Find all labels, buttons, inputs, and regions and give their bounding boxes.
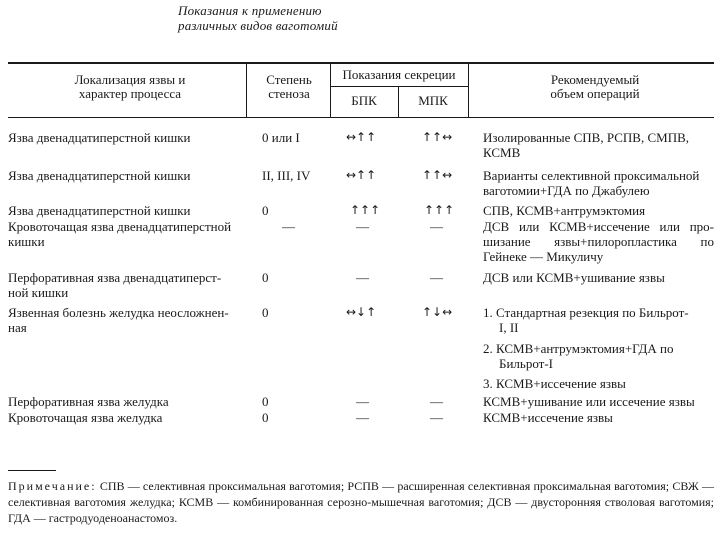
header-recommended-line-2: объем операций bbox=[550, 86, 640, 101]
table-top-rule bbox=[8, 62, 714, 64]
row-2-rec-line-1: Варианты селективной проксимальной bbox=[483, 168, 700, 183]
header-localization-line-1: Локализация язвы и bbox=[74, 72, 186, 87]
caption-line-2: различных видов ваготомий bbox=[178, 18, 338, 33]
row-8-localization: Кровоточащая язва желудка bbox=[8, 410, 163, 425]
row-8-mpk: — bbox=[430, 410, 443, 425]
row-7-stenosis: 0 bbox=[262, 394, 269, 409]
col-divider-1 bbox=[246, 63, 247, 117]
row-2-mpk-arrows: ↑↑↔ bbox=[422, 168, 453, 182]
footnote-text: СПВ — селективная проксимальная ваготомия; РСПВ — расширенная селективная проксимальная ваготомия; СВЖ — селективная ваготомия желудка; КСМВ — комбинированная серозно-мышечная ваготомия; ДСВ — двусторонняя стволовая ваготомия; ГДА — гастродуоденоанастомоз. bbox=[8, 479, 715, 525]
footnote-rule bbox=[8, 470, 56, 471]
footnote bbox=[8, 478, 714, 526]
row-6-stenosis: 0 bbox=[262, 305, 269, 320]
col-divider-2 bbox=[330, 63, 331, 117]
row-1-rec-line-1: Изолированные СПВ, РСПВ, СМПВ, bbox=[483, 130, 690, 145]
header-stenosis bbox=[250, 73, 328, 101]
header-recommended-line-1: Рекомендуемый bbox=[550, 72, 640, 87]
row-6-rec-line-3: 2. КСМВ+антрумэктомия+ГДА по bbox=[483, 341, 674, 356]
secretion-sub-rule bbox=[330, 86, 468, 87]
row-1-stenosis: 0 или I bbox=[262, 130, 300, 145]
row-4-loc-line-2: кишки bbox=[8, 234, 45, 249]
row-7-mpk: — bbox=[430, 394, 443, 409]
row-6-mpk-arrows: ↑↓↔ bbox=[422, 305, 453, 319]
row-5-loc-line-1: Перфоративная язва двенадцатиперст- bbox=[8, 270, 222, 285]
header-secretion: Показания секреции bbox=[342, 67, 456, 82]
row-6-rec-line-1: 1. Стандартная резекция по Бильрот- bbox=[483, 305, 689, 320]
row-6-loc-line-2: ная bbox=[8, 320, 27, 335]
row-3-rec-line-1: СПВ, КСМВ+антрумэктомия bbox=[483, 203, 646, 218]
row-4-rec-line-1: ДСВ или КСМВ+иссечение или про- bbox=[483, 219, 714, 234]
row-4-rec-line-3: Гейнеке — Микуличу bbox=[483, 249, 604, 264]
row-5-stenosis: 0 bbox=[262, 270, 269, 285]
row-3-recommendation bbox=[483, 203, 714, 218]
row-3-bpk-arrows: ↑↑↑ bbox=[350, 203, 381, 217]
caption-line-1: Показания к применению bbox=[178, 3, 322, 18]
row-6-rec-line-4: Бильрот-I bbox=[499, 356, 554, 371]
row-2-bpk-arrows: ↔↑↑ bbox=[346, 168, 377, 182]
row-1-rec-line-2: КСМВ bbox=[483, 145, 521, 160]
row-6-rec-line-5: 3. КСМВ+иссечение язвы bbox=[483, 376, 626, 391]
col-divider-4 bbox=[468, 63, 469, 117]
row-8-stenosis: 0 bbox=[262, 410, 269, 425]
header-bpk: БПК bbox=[351, 93, 377, 108]
row-4-bpk: — bbox=[356, 219, 369, 234]
row-5-localization bbox=[8, 270, 221, 300]
row-6-localization bbox=[8, 305, 229, 335]
header-stenosis-line-2: стеноза bbox=[268, 86, 310, 101]
header-localization-line-2: характер процесса bbox=[78, 86, 182, 101]
row-5-loc-line-2: ной кишки bbox=[8, 285, 69, 300]
header-stenosis-line-1: Степень bbox=[266, 72, 312, 87]
row-7-bpk: — bbox=[356, 394, 369, 409]
row-1-localization: Язва двенадцатиперстной кишки bbox=[8, 130, 191, 145]
row-7-recommendation bbox=[483, 394, 714, 409]
row-4-localization bbox=[8, 219, 231, 249]
row-4-stenosis: — bbox=[282, 219, 295, 234]
row-7-localization: Перфоративная язва желудка bbox=[8, 394, 169, 409]
col-divider-3 bbox=[398, 87, 399, 117]
row-2-localization: Язва двенадцатиперстной кишки bbox=[8, 168, 191, 183]
row-4-loc-line-1: Кровоточащая язва двенадцатиперстной bbox=[8, 219, 232, 234]
table-caption bbox=[178, 3, 338, 33]
row-3-localization: Язва двенадцатиперстной кишки bbox=[8, 203, 191, 218]
row-3-mpk-arrows: ↑↑↑ bbox=[424, 203, 455, 217]
row-5-recommendation bbox=[483, 270, 714, 285]
row-4-recommendation bbox=[483, 219, 714, 264]
header-mpk: МПК bbox=[418, 93, 448, 108]
row-8-rec-line-1: КСМВ+иссечение язвы bbox=[483, 410, 613, 425]
header-localization bbox=[40, 73, 220, 101]
row-5-rec-line-1: ДСВ или КСМВ+ушивание язвы bbox=[483, 270, 665, 285]
row-4-rec-line-2: шизание язвы+пилоропластика по bbox=[483, 234, 714, 249]
row-2-recommendation bbox=[483, 168, 714, 198]
row-8-recommendation bbox=[483, 410, 714, 425]
row-3-stenosis: 0 bbox=[262, 203, 269, 218]
footnote-label: Примечание: bbox=[8, 479, 97, 493]
row-5-mpk: — bbox=[430, 270, 443, 285]
row-4-mpk: — bbox=[430, 219, 443, 234]
header-bottom-rule bbox=[8, 117, 714, 118]
header-recommended bbox=[480, 73, 710, 101]
row-6-loc-line-1: Язвенная болезнь желудка неосложнен- bbox=[8, 305, 229, 320]
row-2-stenosis: II, III, IV bbox=[262, 168, 311, 183]
row-8-bpk: — bbox=[356, 410, 369, 425]
row-6-recommendation bbox=[483, 305, 714, 391]
row-7-rec-line-1: КСМВ+ушивание или иссечение язвы bbox=[483, 394, 695, 409]
row-6-rec-line-2: I, II bbox=[499, 320, 519, 335]
row-1-recommendation bbox=[483, 130, 714, 160]
row-5-bpk: — bbox=[356, 270, 369, 285]
row-1-bpk-arrows: ↔↑↑ bbox=[346, 130, 377, 144]
row-2-rec-line-2: ваготомии+ГДА по Джабулею bbox=[483, 183, 650, 198]
row-6-bpk-arrows: ↔↓↑ bbox=[346, 305, 377, 319]
row-1-mpk-arrows: ↑↑↔ bbox=[422, 130, 453, 144]
